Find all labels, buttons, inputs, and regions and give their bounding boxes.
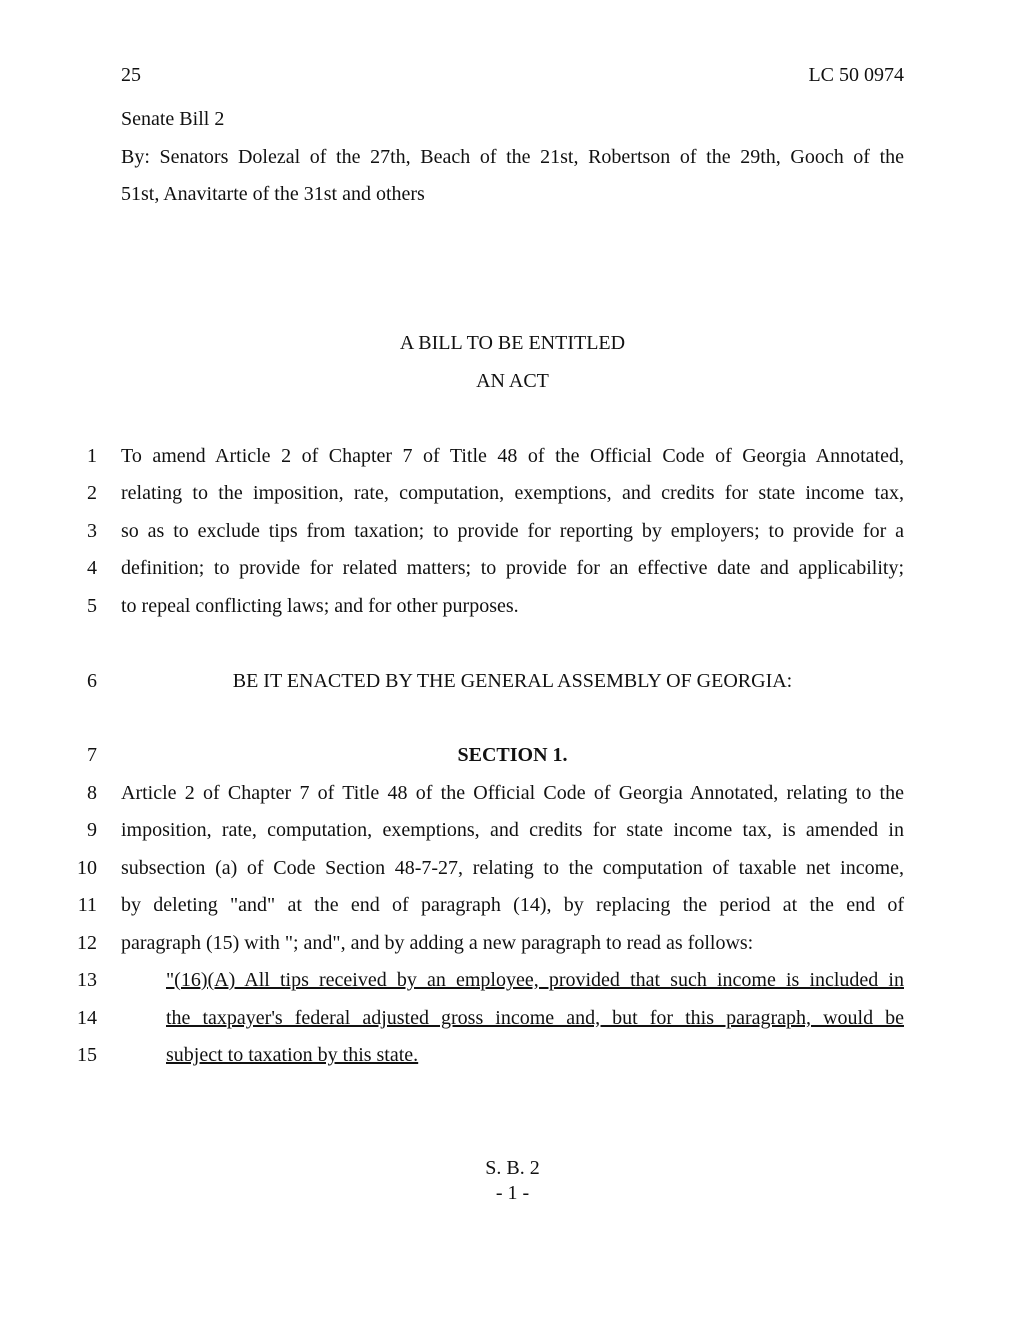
act-title-line: relating to the imposition, rate, computation, exemptions, and credits for state income tax, <box>121 482 904 504</box>
caption-line-1: A BILL TO BE ENTITLED <box>399 332 626 354</box>
line-number: 9 <box>87 819 97 841</box>
line-number: 10 <box>77 857 97 879</box>
act-title-line: so as to exclude tips from taxation; to provide for reporting by employers; to provide for a <box>121 520 904 542</box>
section-body-line: by deleting "and" at the end of paragraph (14), by replacing the period at the end of <box>121 894 904 916</box>
line-number: 15 <box>77 1044 97 1066</box>
act-title-line: definition; to provide for related matters; to provide for an effective date and applicability; <box>121 557 904 579</box>
caption-line-2: AN ACT <box>476 370 549 392</box>
line-number: 8 <box>87 782 97 804</box>
line-number: 5 <box>87 595 97 617</box>
footer-bill-reference: S. B. 2 <box>485 1157 540 1179</box>
section-body-line: subsection (a) of Code Section 48-7-27, relating to the computation of taxable net income, <box>121 857 904 879</box>
line-number: 11 <box>77 894 97 916</box>
line-number: 4 <box>87 557 97 579</box>
line-number: 3 <box>87 520 97 542</box>
section-body-line: paragraph (15) with "; and", and by adding a new paragraph to read as follows: <box>121 932 754 954</box>
footer-page-number: - 1 - <box>495 1182 530 1204</box>
line-number: 6 <box>87 670 97 692</box>
bill-title: Senate Bill 2 <box>121 108 225 130</box>
bill-sponsors-line-2: 51st, Anavitarte of the 31st and others <box>121 183 425 205</box>
line-number: 1 <box>87 445 97 467</box>
bill-sponsors-line-1: By: Senators Dolezal of the 27th, Beach of the 21st, Robertson of the 29th, Gooch of the <box>121 146 904 168</box>
section-heading: SECTION 1. <box>457 744 568 766</box>
inserted-text-line: the taxpayer's federal adjusted gross income and, but for this paragraph, would be <box>166 1007 904 1029</box>
line-number: 7 <box>87 744 97 766</box>
line-number: 14 <box>77 1007 97 1029</box>
line-number: 12 <box>77 932 97 954</box>
line-number: 2 <box>87 482 97 504</box>
page-header-right: LC 50 0974 <box>808 64 904 86</box>
section-body-line: Article 2 of Chapter 7 of Title 48 of the Official Code of Georgia Annotated, relating to the <box>121 782 904 804</box>
enacting-clause: BE IT ENACTED BY THE GENERAL ASSEMBLY OF GEORGIA: <box>232 670 793 692</box>
section-body-line: imposition, rate, computation, exemptions, and credits for state income tax, is amended in <box>121 819 904 841</box>
act-title-line: To amend Article 2 of Chapter 7 of Title 48 of the Official Code of Georgia Annotated, <box>121 445 904 467</box>
inserted-text-line: "(16)(A) All tips received by an employee, provided that such income is included in <box>166 969 904 991</box>
page-header-left: 25 <box>121 64 141 86</box>
line-number: 13 <box>77 969 97 991</box>
act-title-line: to repeal conflicting laws; and for other purposes. <box>121 595 519 617</box>
inserted-text-line: subject to taxation by this state. <box>166 1044 419 1066</box>
